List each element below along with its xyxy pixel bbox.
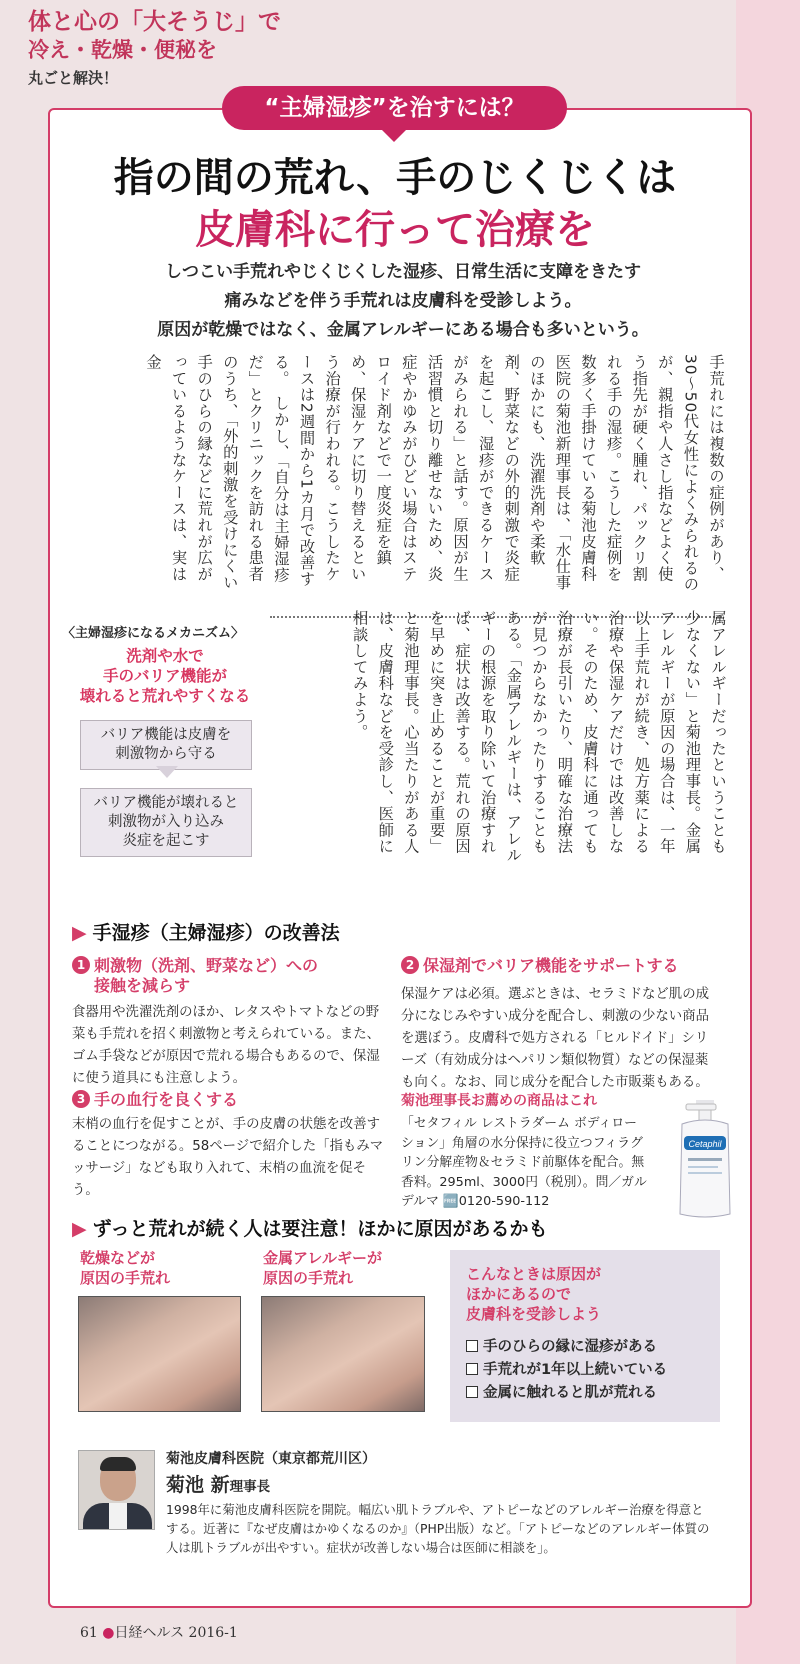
photo-label-line: 乾燥などが	[80, 1249, 156, 1267]
page-number: 61	[80, 1625, 98, 1641]
photo-2-label	[263, 1248, 382, 1288]
number-badge: 3	[72, 1090, 90, 1108]
method-title-line: 接触を減らす	[94, 976, 191, 995]
checklist-title-line: 皮膚科を受診しよう	[466, 1305, 602, 1323]
mechanism-box-line: バリア機能が壊れると	[93, 795, 239, 811]
section-title-text: ずっと荒れが続く人は要注意！ほかに原因があるかも	[92, 1218, 548, 1240]
doctor-bio: 1998年に菊池皮膚科医院を開院。幅広い肌トラブルや、アトピーなどのアレルギー治療を得意とする。近著に『なぜ皮膚はかゆくなるのか』（PHP出版）など。「アトピーなどのアレルギー体質の人は肌トラブルが出やすい。症状が改善しない場合は医師に相談を」。	[166, 1502, 710, 1555]
series-line-2: 冷え・乾燥・便秘を	[28, 37, 217, 62]
page-footer	[80, 1622, 238, 1642]
doctor-role: 理事長	[229, 1479, 271, 1495]
lotion-bottle-image	[664, 1098, 746, 1220]
doctor-portrait	[78, 1450, 155, 1530]
series-line-3: 丸ごと解決！	[28, 69, 119, 87]
checklist-title	[466, 1264, 601, 1324]
headline-line-2: 皮膚科に行って治療を	[195, 206, 595, 253]
method-title-line: 手の血行を良くする	[94, 1090, 239, 1109]
down-arrow-icon	[156, 766, 178, 778]
photo-label-line: 原因の手荒れ	[80, 1269, 171, 1287]
mechanism-box-2	[80, 788, 252, 857]
recommended-product-title: 菊池理事長お薦めの商品はこれ	[401, 1093, 597, 1109]
lead-line: しつこい手荒れやじくじくした湿疹、日常生活に支障をきたす	[165, 262, 641, 282]
method-3-text: 末梢の血行を促すことが、手の皮膚の状態を改善することにつながる。58ページで紹介した「指もみマッサージ」なども取り入れて、末梢の血流を促そう。	[72, 1117, 384, 1198]
method-title-line: 刺激物（洗剤、野菜など）への	[94, 956, 319, 975]
mechanism-box-line: バリア機能は皮膚を	[100, 727, 232, 743]
method-title-line: 保湿剤でバリア機能をサポートする	[423, 956, 679, 975]
series-line-1: 体と心の「大そうじ」で	[28, 8, 281, 35]
triangle-bullet-icon: ▶	[72, 922, 87, 944]
metal-allergy-hand-photo	[261, 1296, 425, 1412]
photo-label-line: 金属アレルギーが	[263, 1249, 383, 1267]
checklist-item-label: 手のひらの縁に湿疹がある	[483, 1339, 657, 1355]
mechanism-subtitle	[70, 646, 260, 706]
brand-label: Cetaphil	[688, 1139, 722, 1149]
method-1-text: 食器用や洗濯洗剤のほか、レタスやトマトなどの野菜も手荒れを招く刺激物と考えられている。また、ゴム手袋などが原因で荒れる場合もあるので、保湿に使う道具にも注意しよう。	[72, 1005, 380, 1086]
checklist-title-line: こんなときは原因が	[466, 1265, 602, 1283]
mechanism-box-line: 炎症を起こす	[122, 833, 210, 849]
photo-label-line: 原因の手荒れ	[263, 1269, 354, 1287]
checkbox-icon	[466, 1386, 478, 1398]
method-2-text: 保湿ケアは必須。選ぶときは、セラミドなど肌の成分になじみやすい成分を配合し、刺激の少ない商品を選ぼう。皮膚科で処方される「ヒルドイド」シリーズ（有効成分はヘパリン類似物質）などの保湿薬も向く。なお、同じ成分を配合した市販薬もある。	[401, 987, 709, 1090]
mechanism-title: 〈主婦湿疹になるメカニズム〉	[62, 626, 245, 641]
clinic-name: 菊池皮膚科医院（東京都荒川区）	[166, 1451, 376, 1467]
doctor-name	[166, 1470, 270, 1497]
topic-banner: “主婦湿疹”を治すには？	[222, 86, 567, 130]
mechanism-box-line: 刺激物が入り込み	[108, 814, 224, 830]
lead-line: 痛みなどを伴う手荒れは皮膚科を受診しよう。	[224, 291, 582, 311]
checklist-title-line: ほかにあるので	[466, 1285, 572, 1303]
mechanism-box-line: 刺激物から守る	[115, 746, 217, 762]
triangle-bullet-icon: ▶	[72, 1218, 87, 1240]
checklist-item-label: 手荒れが1年以上続いている	[483, 1362, 668, 1378]
number-badge: 1	[72, 956, 90, 974]
recommended-product-text: 「セタフィル レストラダーム ボディローション」角層の水分保持に役立つフィラグリン分解産物＆セラミド前駆体を配合。無香料。295ml、3000円（税別）。問／ガルデルマ 🆓0120-590-112	[401, 1116, 647, 1210]
warning-section-title	[72, 1214, 548, 1241]
checkbox-icon	[466, 1340, 478, 1352]
checklist	[466, 1336, 667, 1405]
improvement-section-title	[72, 918, 340, 945]
headline-line-1: 指の間の荒れ、手のじくじくは	[113, 154, 677, 201]
checklist-item	[466, 1336, 667, 1359]
method-2-title	[401, 956, 701, 976]
checklist-item	[466, 1359, 667, 1382]
section-title-text: 手湿疹（主婦湿疹）の改善法	[92, 922, 340, 944]
mechanism-subtitle-line: 壊れると荒れやすくなる	[79, 687, 251, 705]
doctor-name-text: 菊池 新	[166, 1474, 230, 1496]
method-1-title	[72, 956, 372, 996]
method-3-title	[72, 1090, 372, 1110]
magazine-name: 日経ヘルス	[114, 1625, 185, 1641]
lead-text	[98, 258, 708, 345]
checkbox-icon	[466, 1363, 478, 1375]
body-text-lower: 属アレルギーだったということも少なくない」と菊池理事長。金属アレルギーが原因の場合は、一年以上手荒れが続き、処方薬による治療や保湿ケアだけでは改善しない。そのため、皮膚科に通っても治療が長引いたり、明確な治療法が見つからなかったりすることもある。「金属アレルギーは、アレルギーの根源を取り除いて治療すれば、症状は改善する。荒れの原因を早めに突き止めることが重要」と菊池理事長。心当たりがある人は、皮膚科などを受診し、医師に相談してみよう。	[350, 610, 727, 864]
mechanism-subtitle-line: 洗剤や水で	[126, 647, 204, 665]
mechanism-box-1	[80, 720, 252, 770]
series-title	[28, 8, 281, 92]
body-text-upper: 手荒れには複数の症例があり、30〜50代女性によくみられるのが、親指や人さし指などよく使う指先が硬く腫れ、パックリ割れる手の湿疹。こうした症例を数多く手掛けている菊池皮膚科医院の菊池新理事長は、「水仕事のほかにも、洗濯洗剤や柔軟剤、野菜などの外的刺激で炎症を起こし、湿疹ができるケースがみられる」と話す。原因が生活習慣と切り離せないため、炎症やかゆみがひどい場合はステロイド剤などで一度炎症を鎮め、保湿ケアに切り替えるという治療が行われる。こうしたケースは2週間から1カ月で改善する。 しかし、「自分は主婦湿疹だ」とクリニックを訪れる患者のうち、「外的刺激を受けにくい手のひらの縁などに荒れが広がっているようなケースは、実は金	[143, 354, 725, 593]
issue-label: 2016-1	[188, 1625, 238, 1641]
mechanism-subtitle-line: 手のバリア機能が	[102, 667, 227, 685]
bullet-icon: ●	[102, 1625, 115, 1641]
checklist-item	[466, 1382, 667, 1405]
number-badge: 2	[401, 956, 419, 974]
photo-1-label	[80, 1248, 170, 1288]
lead-line: 原因が乾燥ではなく、金属アレルギーにある場合も多いという。	[157, 320, 649, 340]
dry-hand-photo	[78, 1296, 241, 1412]
checklist-item-label: 金属に触れると肌が荒れる	[483, 1385, 657, 1401]
